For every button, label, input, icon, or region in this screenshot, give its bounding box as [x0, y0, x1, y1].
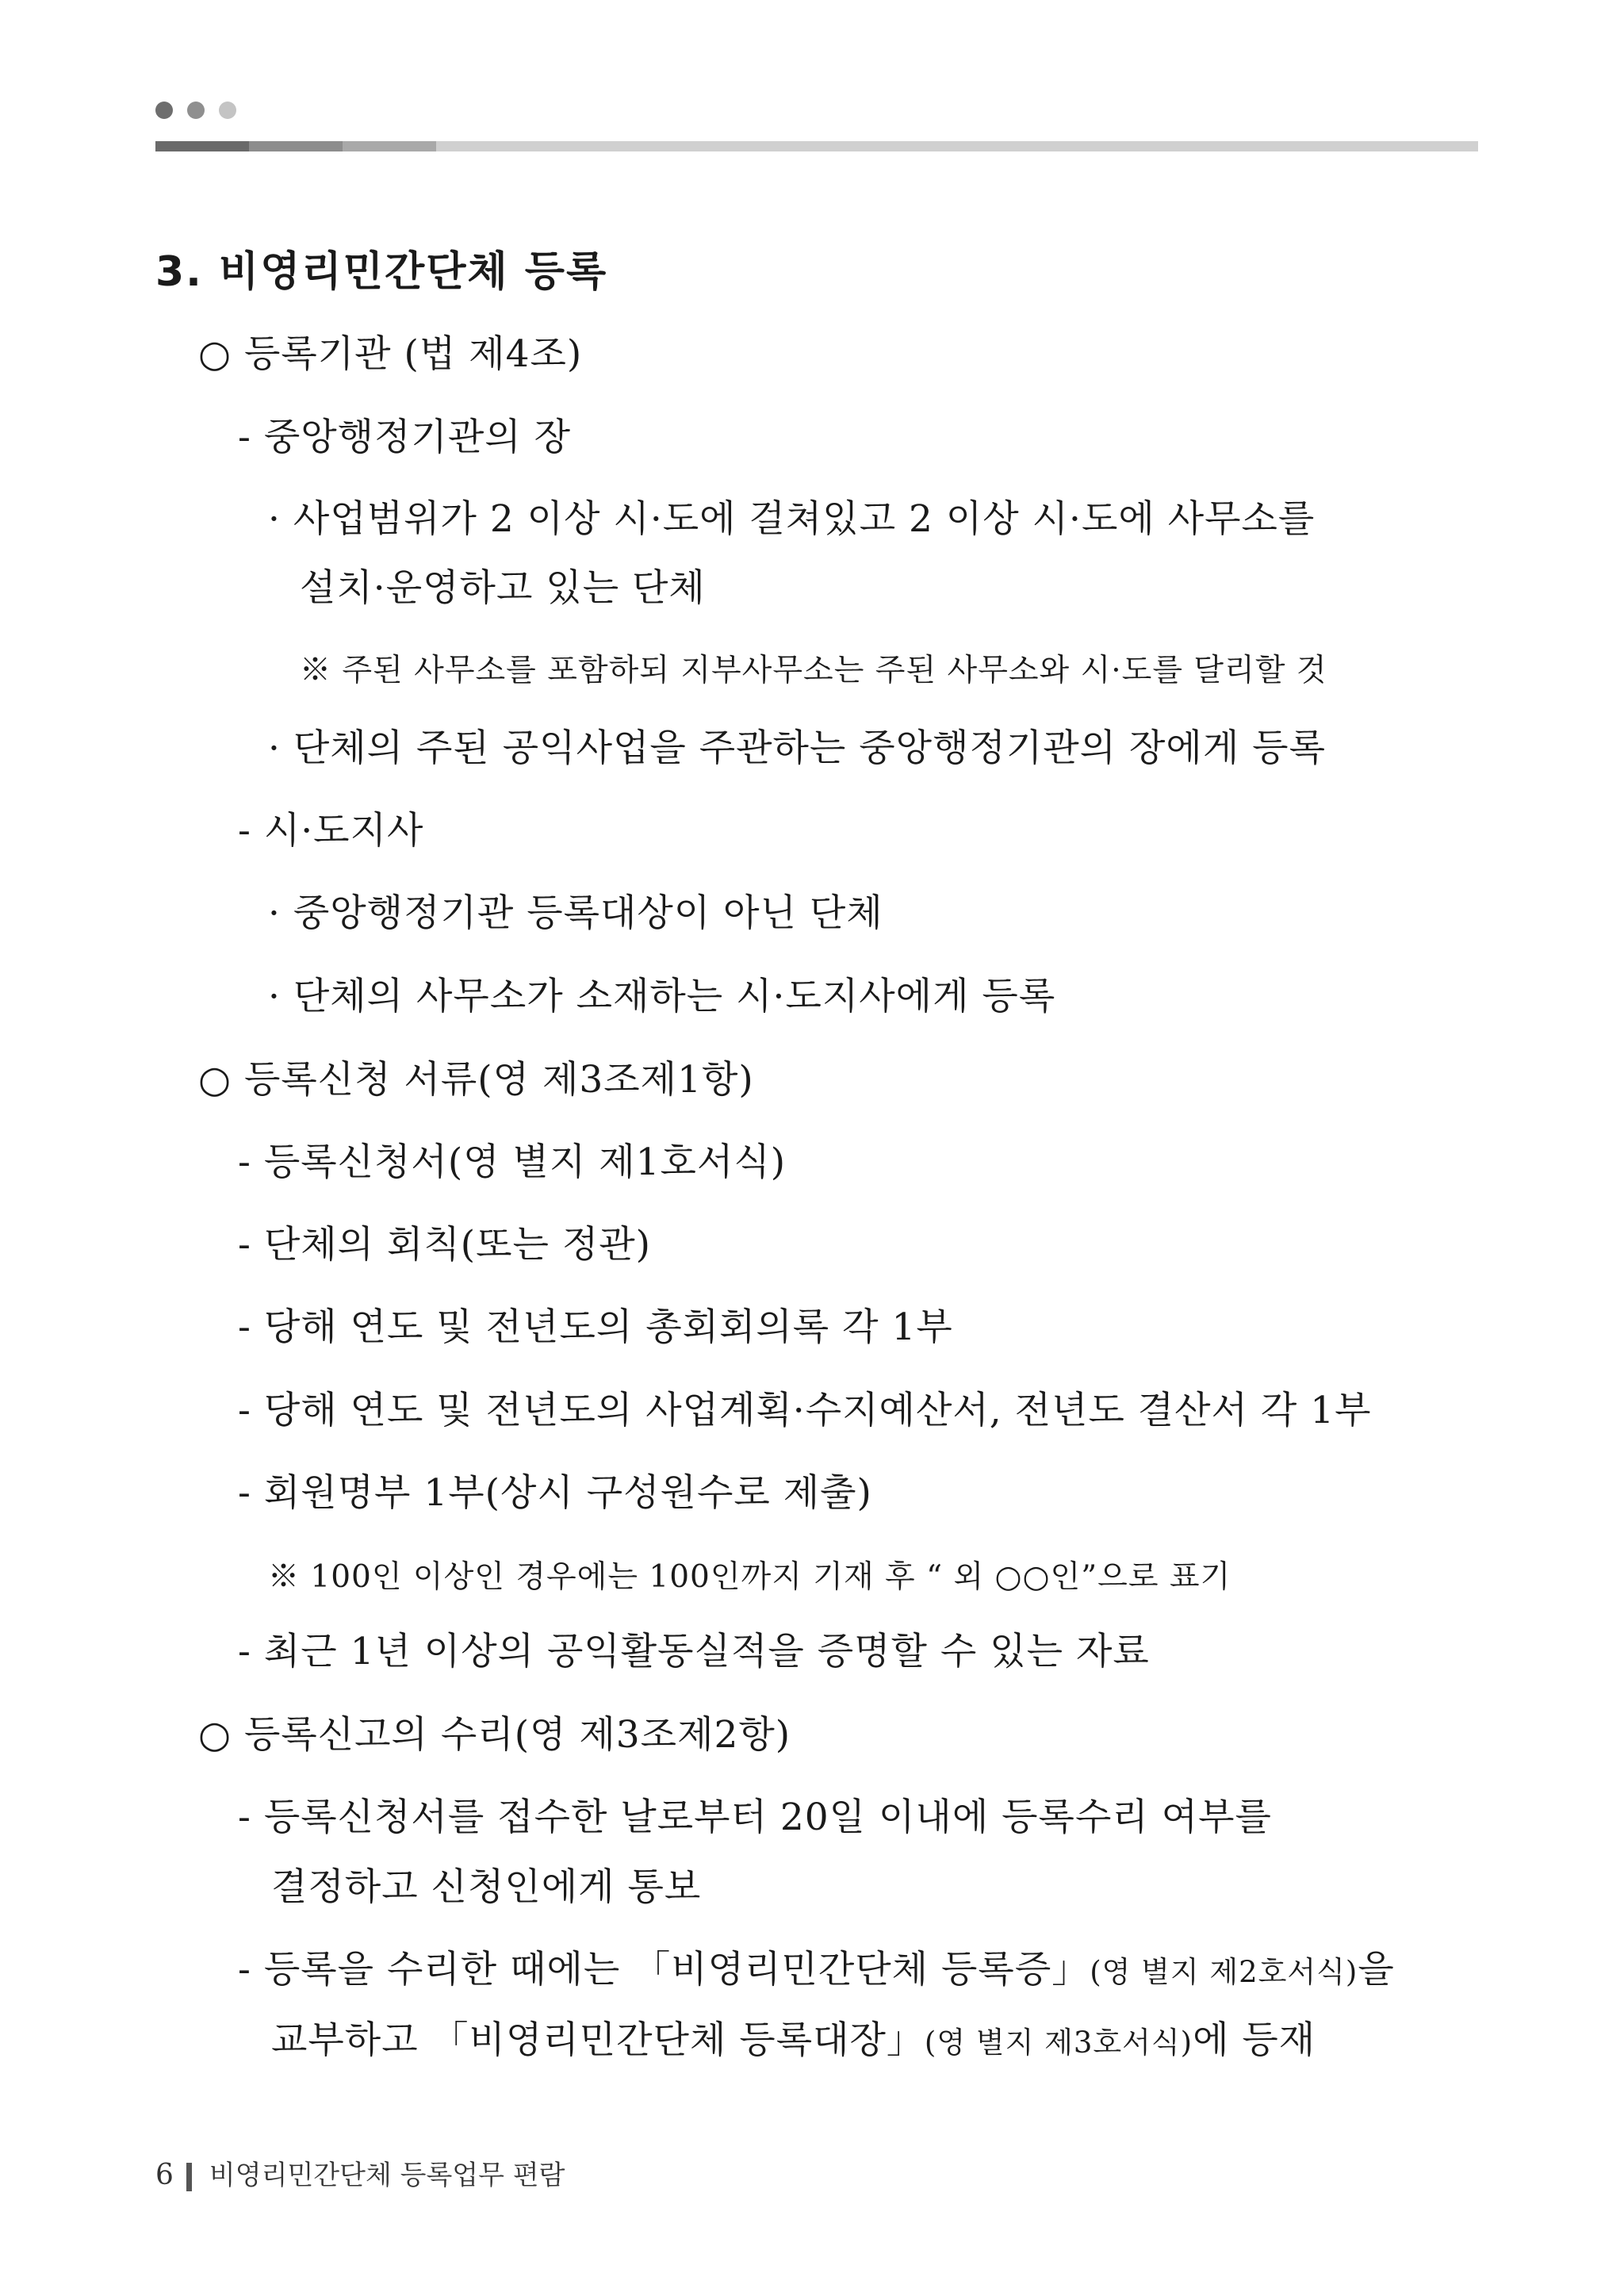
item-text: 을	[1358, 1948, 1395, 1991]
list-item: · 중앙행정기관 등록대상이 아닌 단체	[268, 891, 883, 935]
item-text: - 등록을 수리한 때에는 「비영리민간단체 등록증」	[238, 1948, 1090, 1991]
page-footer	[155, 2153, 565, 2192]
list-item: - 등록신청서를 접수한 날로부터 20일 이내에 등록수리 여부를	[238, 1796, 1272, 1839]
section-heading: ○ 등록기관 (법 제4조)	[198, 332, 583, 376]
section-title: 3. 비영리민간단체 등록	[155, 248, 608, 296]
list-item-continuation	[271, 2017, 1316, 2067]
header-rule-segment	[249, 141, 343, 151]
item-text: 교부하고 「비영리민간단체 등록대장」	[271, 2018, 925, 2062]
header-rule-segment	[436, 141, 1478, 151]
form-reference: (영 별지 제2호서식)	[1090, 1955, 1358, 1989]
list-item: - 회원명부 1부(상시 구성원수로 제출)	[238, 1471, 872, 1515]
list-item: - 단체의 회칙(또는 정관)	[238, 1223, 651, 1267]
section-heading: ○ 등록신고의 수리(영 제3조제2항)	[198, 1713, 791, 1757]
footer-divider	[186, 2163, 192, 2191]
header-rule-segment	[343, 141, 436, 151]
list-item-continuation: 결정하고 신청인에게 통보	[271, 1865, 702, 1909]
list-item: - 당해 연도 및 전년도의 총회회의록 각 1부	[238, 1305, 953, 1349]
page-number: 6	[155, 2159, 174, 2191]
note-item: ※ 100인 이상인 경우에는 100인까지 기재 후 “ 외 ○○인”으로 표기	[268, 1559, 1231, 1595]
dot-icon	[219, 102, 236, 119]
form-reference: (영 별지 제3호서식)	[924, 2026, 1193, 2060]
list-item	[238, 1946, 1395, 1996]
list-item: · 사업범위가 2 이상 시·도에 걸쳐있고 2 이상 시·도에 사무소를	[268, 497, 1316, 541]
list-item: - 당해 연도 및 전년도의 사업계획·수지예산서, 전년도 결산서 각 1부	[238, 1389, 1372, 1432]
list-item: - 시·도지사	[238, 809, 424, 853]
list-item: - 중앙행정기관의 장	[238, 416, 571, 459]
dot-icon	[187, 102, 205, 119]
book-title: 비영리민간단체 등록업무 편람	[209, 2160, 565, 2191]
item-text: 에 등재	[1193, 2018, 1316, 2062]
section-heading: ○ 등록신청 서류(영 제3조제1항)	[198, 1058, 754, 1102]
header-rule-segment	[155, 141, 249, 151]
list-item: - 최근 1년 이상의 공익활동실적을 증명할 수 있는 자료	[238, 1630, 1150, 1673]
list-item: - 등록신청서(영 별지 제1호서식)	[238, 1140, 787, 1184]
note-item: ※ 주된 사무소를 포함하되 지부사무소는 주된 사무소와 시·도를 달리할 것	[300, 653, 1327, 688]
list-item: · 단체의 사무소가 소재하는 시·도지사에게 등록	[268, 975, 1056, 1018]
list-item: · 단체의 주된 공익사업을 주관하는 중앙행정기관의 장에게 등록	[268, 726, 1326, 770]
dot-icon	[155, 102, 173, 119]
list-item-continuation: 설치·운영하고 있는 단체	[300, 566, 706, 610]
